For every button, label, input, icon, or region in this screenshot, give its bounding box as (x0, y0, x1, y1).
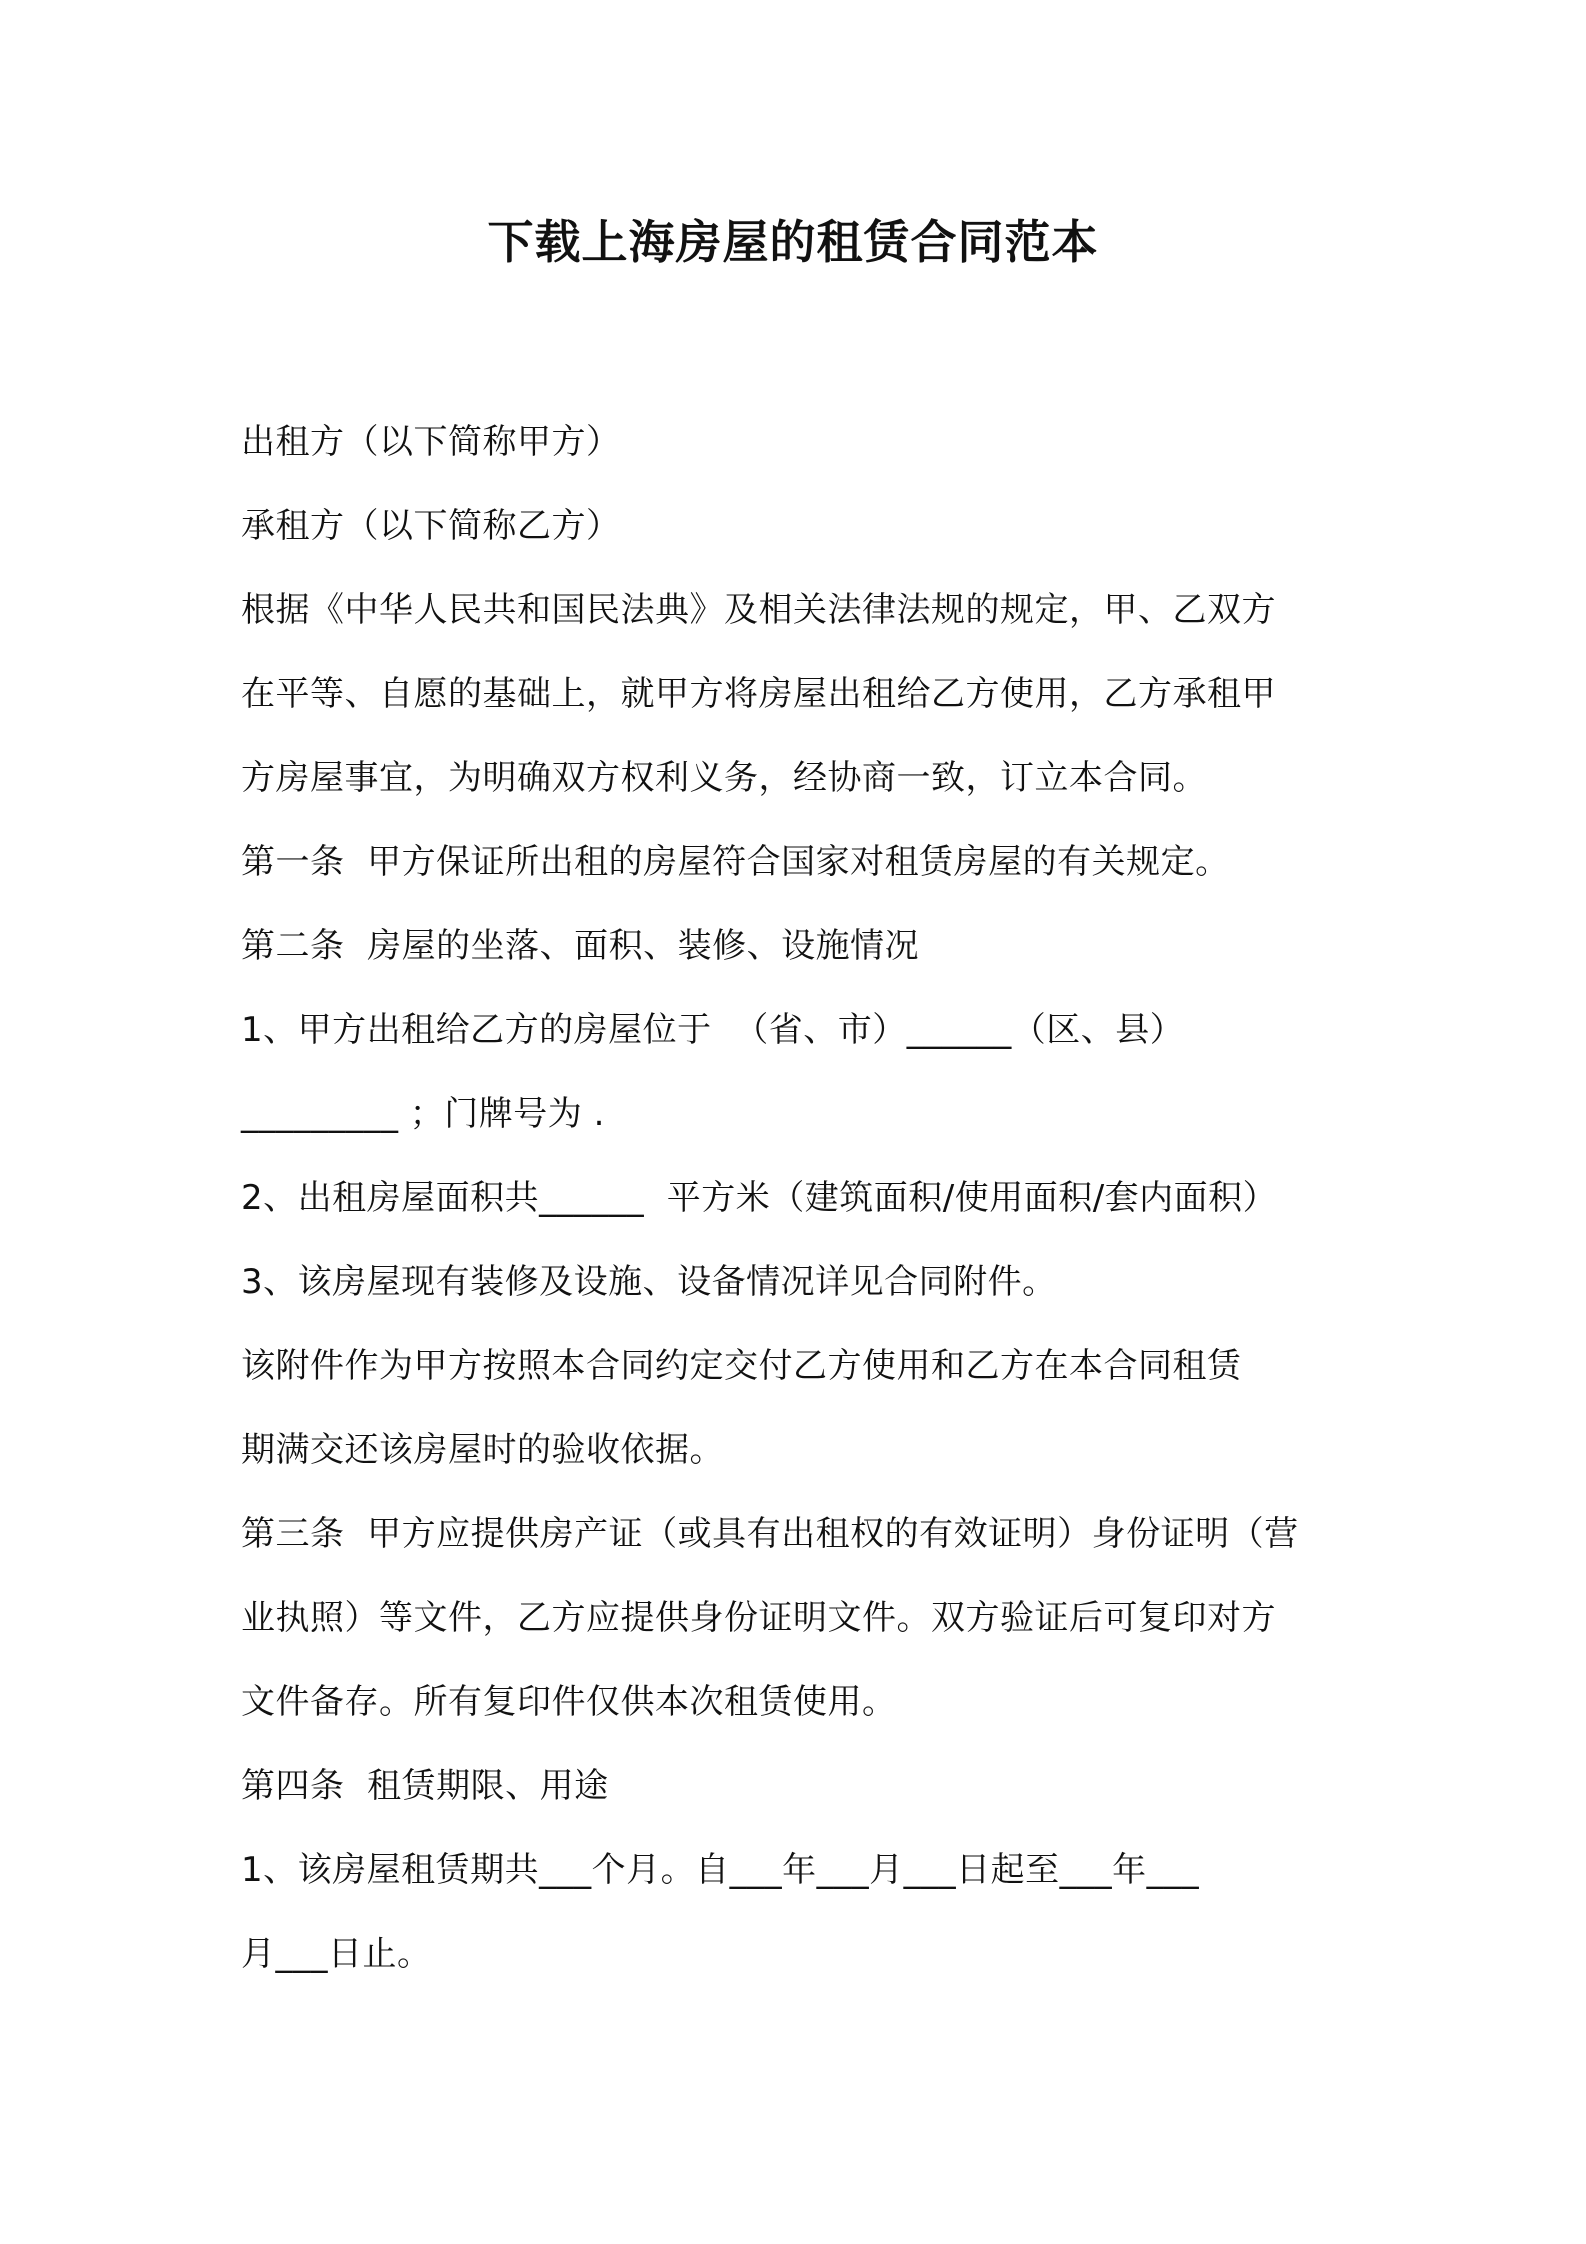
attachment-note-line-2: 期满交还该房屋时的验收依据。 (241, 1430, 724, 1470)
attachment-note-line-1: 该附件作为甲方按照本合同约定交付乙方使用和乙方在本合同租赁 (241, 1346, 1242, 1386)
article-2-item-1-line-1: 1、甲方出租给乙方的房屋位于 （省、市）______（区、县） (241, 1010, 1185, 1050)
article-4-heading: 第四条 租赁期限、用途 (241, 1766, 609, 1806)
document-body (241, 400, 1361, 1996)
article-4-item-1-line-1: 1、该房屋租赁期共___个月。自___年___月___日起至___年___ (241, 1850, 1200, 1890)
article-2-item-3: 3、该房屋现有装修及设施、设备情况详见合同附件。 (241, 1262, 1057, 1302)
paragraph-preamble-line-1: 根据《中华人民共和国民法典》及相关法律法规的规定，甲、乙双方 (241, 590, 1276, 630)
article-2-item-1-line-2: _________ ；门牌号为 . (241, 1094, 605, 1134)
paragraph-lessee: 承租方（以下简称乙方） (241, 506, 621, 546)
article-3-line-3: 文件备存。所有复印件仅供本次租赁使用。 (241, 1682, 897, 1722)
article-3-line-1: 第三条 甲方应提供房产证（或具有出租权的有效证明）身份证明（营 (241, 1514, 1299, 1554)
article-2-heading: 第二条 房屋的坐落、面积、装修、设施情况 (241, 926, 920, 966)
document-title: 下载上海房屋的租赁合同范本 (487, 215, 1099, 269)
paragraph-preamble-line-2: 在平等、自愿的基础上，就甲方将房屋出租给乙方使用，乙方承租甲 (241, 674, 1276, 714)
article-1: 第一条 甲方保证所出租的房屋符合国家对租赁房屋的有关规定。 (241, 842, 1230, 882)
article-2-item-2: 2、出租房屋面积共______ 平方米（建筑面积/使用面积/套内面积） (241, 1178, 1278, 1218)
article-3-line-2: 业执照）等文件，乙方应提供身份证明文件。双方验证后可复印对方 (241, 1598, 1276, 1638)
paragraph-lessor: 出租方（以下简称甲方） (241, 422, 621, 462)
paragraph-preamble-line-3: 方房屋事宜，为明确双方权利义务，经协商一致，订立本合同。 (241, 758, 1207, 798)
article-4-item-1-line-2: 月___日止。 (241, 1934, 432, 1974)
